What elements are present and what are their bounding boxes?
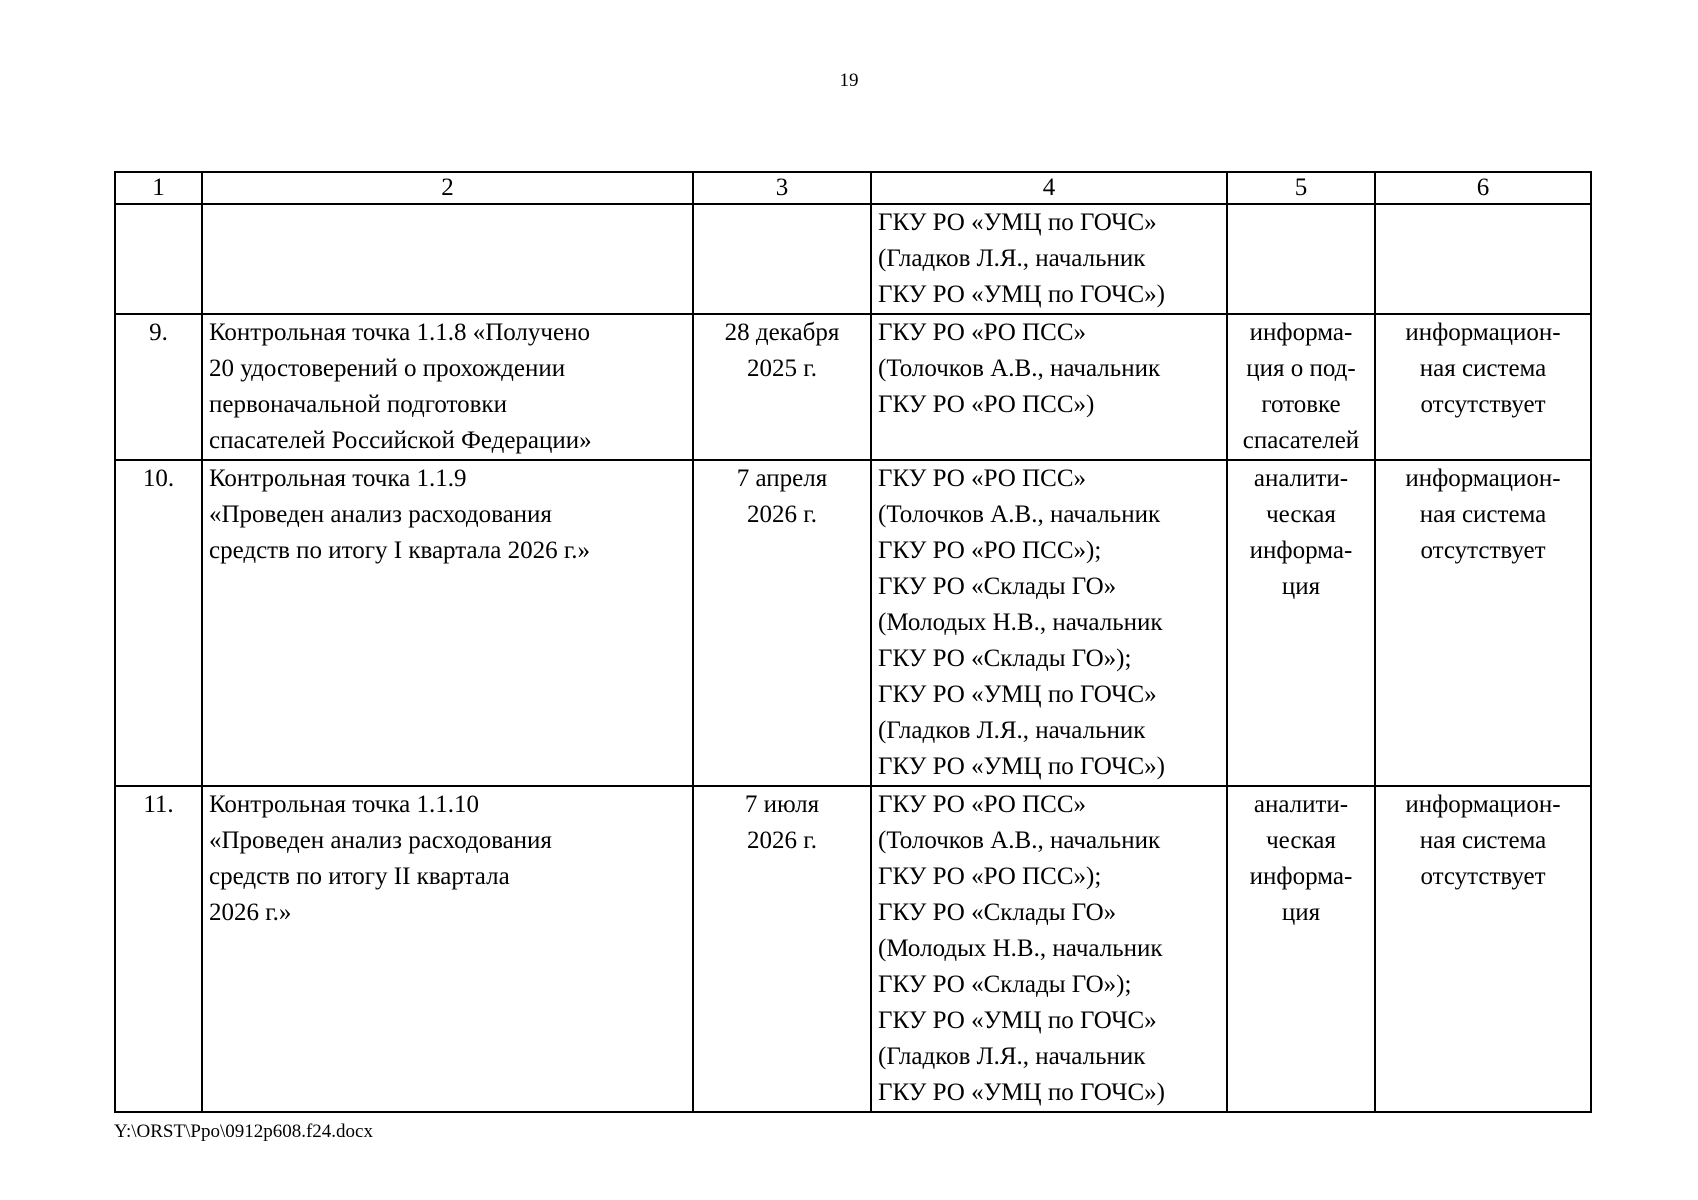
cell-text-line: (Толочков А.В., начальник — [878, 355, 1161, 382]
cell-text-line: 9. — [149, 319, 168, 346]
cell-text-line: 28 декабря — [724, 319, 840, 346]
deadline-date-cell — [693, 204, 871, 314]
control-point-name-cell — [202, 460, 693, 786]
cell-text-line: ГКУ РО «РО ПСС» — [878, 319, 1087, 346]
cell-text-line: ГКУ РО «РО ПСС»); — [878, 863, 1102, 890]
row-number-cell — [115, 204, 202, 314]
control-point-name-cell — [202, 786, 693, 1112]
cell-text-line: информа- — [1249, 319, 1353, 346]
cell-text-line: информацион- — [1405, 319, 1561, 346]
table-row — [115, 314, 1591, 460]
cell-text-line: ГКУ РО «РО ПСС») — [878, 391, 1095, 418]
cell-text-line: ГКУ РО «УМЦ по ГОЧС») — [878, 281, 1165, 308]
control-point-name-cell — [202, 204, 693, 314]
cell-text-line: ГКУ РО «РО ПСС» — [878, 791, 1087, 818]
information-system-cell — [1375, 204, 1591, 314]
cell-text-line: Контрольная точка 1.1.8 «Получено — [209, 319, 590, 346]
column-header-4: 4 — [871, 172, 1227, 204]
cell-text-line: ция о под- — [1246, 355, 1356, 382]
cell-text-line: (Молодых Н.В., начальник — [878, 935, 1163, 962]
cell-text-line: средств по итогу I квартала 2026 г.» — [209, 537, 591, 564]
cell-text-line: «Проведен анализ расходования — [209, 501, 552, 528]
confirmation-document-cell — [1227, 460, 1375, 786]
column-header-6: 6 — [1375, 172, 1591, 204]
cell-text-line: ция — [1281, 573, 1321, 600]
cell-text-line: ГКУ РО «УМЦ по ГОЧС» — [878, 681, 1157, 708]
column-header-5: 5 — [1227, 172, 1375, 204]
table-row — [115, 460, 1591, 786]
cell-text-line: (Толочков А.В., начальник — [878, 501, 1161, 528]
header-row — [115, 172, 1591, 204]
cell-text-line: 2026 г. — [747, 827, 817, 854]
control-point-name-cell — [202, 314, 693, 460]
table-row — [115, 786, 1591, 1112]
cell-text-line: средств по итогу II квартала — [209, 863, 510, 890]
column-header-2: 2 — [202, 172, 693, 204]
cell-text-line: информацион- — [1405, 465, 1561, 492]
footer-file-path: Y:\ORST\Ppo\0912p608.f24.docx — [114, 1121, 373, 1142]
cell-text-line: ГКУ РО «Склады ГО» — [878, 573, 1117, 600]
cell-text-line: «Проведен анализ расходования — [209, 827, 552, 854]
cell-text-line: 7 апреля — [736, 465, 828, 492]
cell-text-line: 2026 г. — [747, 501, 817, 528]
cell-text-line: спасателей — [1242, 427, 1360, 454]
cell-text-line: 2026 г.» — [209, 899, 292, 926]
cell-text-line: информа- — [1249, 537, 1353, 564]
deadline-date-cell — [693, 460, 871, 786]
cell-text-line: отсутствует — [1420, 537, 1546, 564]
cell-text-line: ГКУ РО «РО ПСС»); — [878, 537, 1102, 564]
information-system-cell — [1375, 786, 1591, 1112]
responsible-executor-cell — [871, 786, 1227, 1112]
cell-text-line: ГКУ РО «УМЦ по ГОЧС») — [878, 753, 1165, 780]
cell-text-line: первоначальной подготовки — [209, 391, 507, 418]
cell-text-line: (Молодых Н.В., начальник — [878, 609, 1163, 636]
cell-text-line: Контрольная точка 1.1.10 — [209, 791, 479, 818]
table-body — [115, 204, 1591, 1112]
page-number: 19 — [839, 70, 859, 91]
information-system-cell — [1375, 314, 1591, 460]
cell-text-line: 7 июля — [744, 791, 820, 818]
responsible-executor-cell — [871, 314, 1227, 460]
cell-text-line: ческая — [1266, 827, 1336, 854]
cell-text-line: аналити- — [1253, 465, 1349, 492]
confirmation-document-cell — [1227, 204, 1375, 314]
cell-text-line: информацион- — [1405, 791, 1561, 818]
cell-text-line: ческая — [1266, 501, 1336, 528]
cell-text-line: информа- — [1249, 863, 1353, 890]
responsible-executor-cell — [871, 204, 1227, 314]
cell-text-line: отсутствует — [1420, 863, 1546, 890]
control-points-table — [114, 171, 1592, 1113]
cell-text-line: ная система — [1419, 827, 1547, 854]
cell-text-line: (Гладков Л.Я., начальник — [878, 245, 1146, 272]
cell-text-line: ГКУ РО «Склады ГО»); — [878, 971, 1132, 998]
cell-text-line: (Гладков Л.Я., начальник — [878, 1043, 1146, 1070]
row-number-cell — [115, 314, 202, 460]
cell-text-line: 2025 г. — [747, 355, 817, 382]
cell-text-line: ная система — [1419, 355, 1547, 382]
cell-text-line: ГКУ РО «Склады ГО»); — [878, 645, 1132, 672]
cell-text-line: 20 удостоверений о прохождении — [209, 355, 566, 382]
cell-text-line: готовке — [1261, 391, 1341, 418]
cell-text-line: отсутствует — [1420, 391, 1546, 418]
cell-text-line: спасателей Российской Федерации» — [209, 427, 592, 454]
cell-text-line: ГКУ РО «УМЦ по ГОЧС» — [878, 1007, 1157, 1034]
column-header-3: 3 — [693, 172, 871, 204]
cell-text-line: (Гладков Л.Я., начальник — [878, 717, 1146, 744]
table-row — [115, 204, 1591, 314]
cell-text-line: ГКУ РО «Склады ГО» — [878, 899, 1117, 926]
cell-text-line: ция — [1281, 899, 1321, 926]
cell-text-line: ГКУ РО «РО ПСС» — [878, 465, 1087, 492]
cell-text-line: ная система — [1419, 501, 1547, 528]
confirmation-document-cell — [1227, 314, 1375, 460]
row-number-cell — [115, 786, 202, 1112]
cell-text-line: 10. — [142, 465, 175, 492]
cell-text-line: Контрольная точка 1.1.9 — [209, 465, 467, 492]
information-system-cell — [1375, 460, 1591, 786]
column-header-1: 1 — [115, 172, 202, 204]
deadline-date-cell — [693, 786, 871, 1112]
cell-text-line: ГКУ РО «УМЦ по ГОЧС») — [878, 1079, 1165, 1106]
deadline-date-cell — [693, 314, 871, 460]
cell-text-line: (Толочков А.В., начальник — [878, 827, 1161, 854]
responsible-executor-cell — [871, 460, 1227, 786]
row-number-cell — [115, 460, 202, 786]
cell-text-line: аналити- — [1253, 791, 1349, 818]
confirmation-document-cell — [1227, 786, 1375, 1112]
cell-text-line: 11. — [143, 791, 174, 818]
cell-text-line: ГКУ РО «УМЦ по ГОЧС» — [878, 209, 1157, 236]
